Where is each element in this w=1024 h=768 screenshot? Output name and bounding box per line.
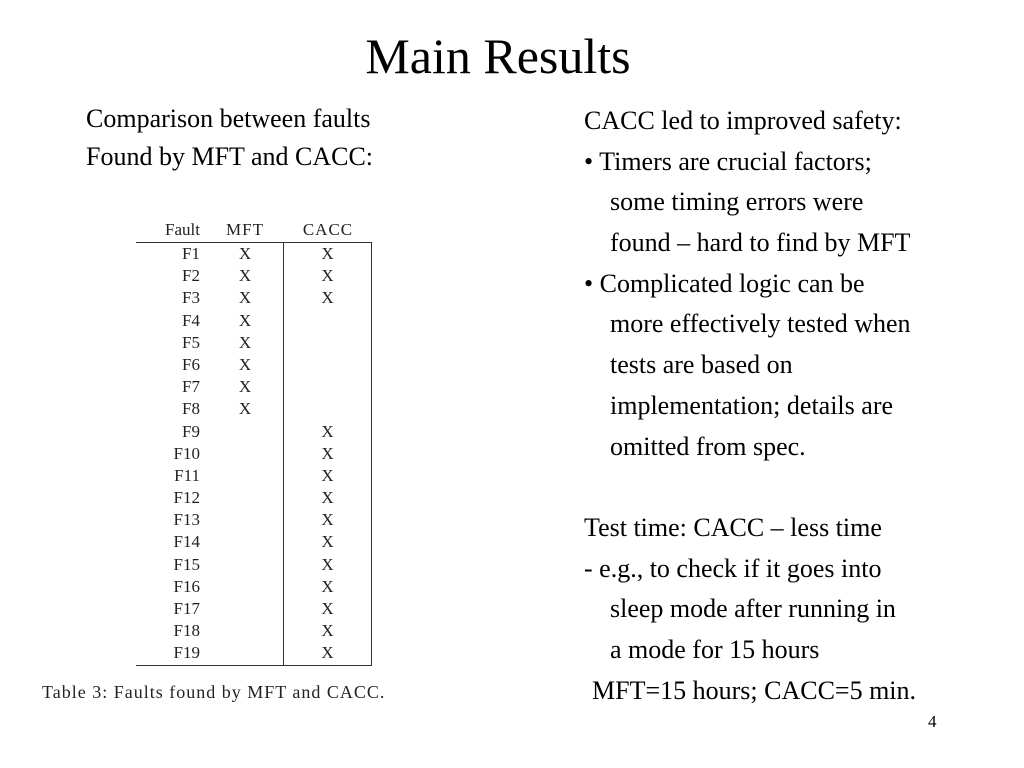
table-row — [136, 443, 372, 465]
cacc-cell: X — [284, 620, 372, 642]
bullet-logic-cont-2: tests are based on — [610, 350, 793, 380]
cacc-cell: X — [284, 598, 372, 620]
table-row — [136, 531, 372, 553]
table-row — [136, 554, 372, 576]
table-row — [136, 576, 372, 598]
spacer — [584, 467, 916, 508]
cacc-cell — [284, 310, 372, 332]
faults-table — [136, 218, 372, 666]
header-fault: Fault — [165, 220, 200, 239]
bullet-logic-cont-1: more effectively tested when — [610, 309, 911, 339]
header-cacc: CACC — [302, 220, 354, 239]
cacc-cell: X — [284, 576, 372, 598]
fault-cell: F9 — [182, 421, 200, 441]
cacc-cell: X — [284, 243, 372, 265]
cacc-cell: X — [284, 554, 372, 576]
table-row — [136, 376, 372, 398]
table-intro — [86, 100, 373, 176]
example-line: - e.g., to check if it goes into — [584, 553, 882, 583]
mft-cell: X — [206, 243, 284, 265]
table-row — [136, 509, 372, 531]
table-row — [136, 310, 372, 332]
bullet-timers-cont-1: some timing errors were — [610, 187, 864, 217]
cacc-cell: X — [284, 531, 372, 553]
mft-cell: X — [206, 332, 284, 354]
fault-cell: F3 — [182, 288, 200, 308]
table-row — [136, 287, 372, 309]
fault-cell: F12 — [173, 488, 200, 508]
mft-cell — [206, 598, 284, 620]
mft-cell: X — [206, 265, 284, 287]
fault-cell: F16 — [173, 576, 200, 596]
mft-cell: X — [206, 354, 284, 376]
safety-heading: CACC led to improved safety: — [584, 106, 902, 135]
page-number: 4 — [928, 712, 937, 731]
bullet-logic: • Complicated logic can be — [584, 268, 865, 298]
table-row — [136, 354, 372, 376]
mft-cell — [206, 465, 284, 487]
mft-cell: X — [206, 310, 284, 332]
fault-cell: F19 — [173, 643, 200, 663]
fault-cell: F11 — [174, 465, 200, 485]
intro-line-1: Comparison between faults — [86, 104, 371, 133]
table-row — [136, 265, 372, 287]
mft-cell — [206, 554, 284, 576]
cacc-cell: X — [284, 487, 372, 509]
fault-cell: F15 — [173, 554, 200, 574]
fault-cell: F13 — [173, 510, 200, 530]
cacc-cell: X — [284, 509, 372, 531]
fault-cell: F5 — [182, 332, 200, 352]
mft-cell — [206, 443, 284, 465]
fault-cell: F10 — [173, 443, 200, 463]
table-body — [136, 243, 372, 666]
fault-cell: F6 — [182, 354, 200, 374]
fault-cell: F7 — [182, 377, 200, 397]
mft-cell — [206, 509, 284, 531]
fault-cell: F8 — [182, 399, 200, 419]
cacc-cell: X — [284, 265, 372, 287]
mft-cell — [206, 487, 284, 509]
intro-line-2: Found by MFT and CACC: — [86, 142, 374, 171]
cacc-cell: X — [284, 287, 372, 309]
table-row — [136, 487, 372, 509]
cacc-cell — [284, 398, 372, 420]
fault-cell: F1 — [182, 244, 200, 263]
mft-cell — [206, 576, 284, 598]
mft-cell: X — [206, 376, 284, 398]
fault-cell: F2 — [182, 266, 200, 286]
bullet-timers: • Timers are crucial factors; — [584, 146, 872, 176]
mft-cell — [206, 421, 284, 443]
cacc-cell: X — [284, 421, 372, 443]
results-text — [584, 101, 916, 711]
table-row — [136, 620, 372, 642]
slide-title: Main Results — [365, 28, 631, 84]
table-header-row — [136, 218, 372, 243]
mft-cell — [206, 620, 284, 642]
bullet-timers-cont-2: found – hard to find by MFT — [610, 228, 911, 258]
bullet-logic-cont-3: implementation; details are — [610, 390, 894, 420]
example-cont-2: a mode for 15 hours — [610, 634, 820, 664]
table-row — [136, 642, 372, 664]
cacc-cell — [284, 376, 372, 398]
table-row — [136, 598, 372, 620]
header-mft: MFT — [226, 220, 264, 239]
cacc-cell: X — [284, 443, 372, 465]
fault-cell: F18 — [173, 621, 200, 641]
cacc-cell — [284, 332, 372, 354]
mft-cell: X — [206, 398, 284, 420]
example-cont-1: sleep mode after running in — [610, 594, 896, 624]
fault-cell: F4 — [182, 310, 200, 330]
test-time-heading: Test time: CACC – less time — [584, 512, 882, 542]
table-row — [136, 332, 372, 354]
table-row — [136, 421, 372, 443]
cacc-cell: X — [284, 465, 372, 487]
table-row — [136, 465, 372, 487]
fault-cell: F17 — [173, 599, 200, 618]
table-row — [136, 398, 372, 420]
mft-cell — [206, 531, 284, 553]
comparison-line: MFT=15 hours; CACC=5 min. — [592, 675, 917, 705]
bullet-logic-cont-4: omitted from spec. — [610, 431, 806, 461]
fault-cell: F14 — [173, 532, 200, 552]
mft-cell — [206, 642, 284, 664]
mft-cell: X — [206, 287, 284, 309]
cacc-cell: X — [284, 642, 372, 664]
table-row — [136, 243, 372, 265]
cacc-cell — [284, 354, 372, 376]
table-caption: Table 3: Faults found by MFT and CACC. — [42, 682, 386, 702]
